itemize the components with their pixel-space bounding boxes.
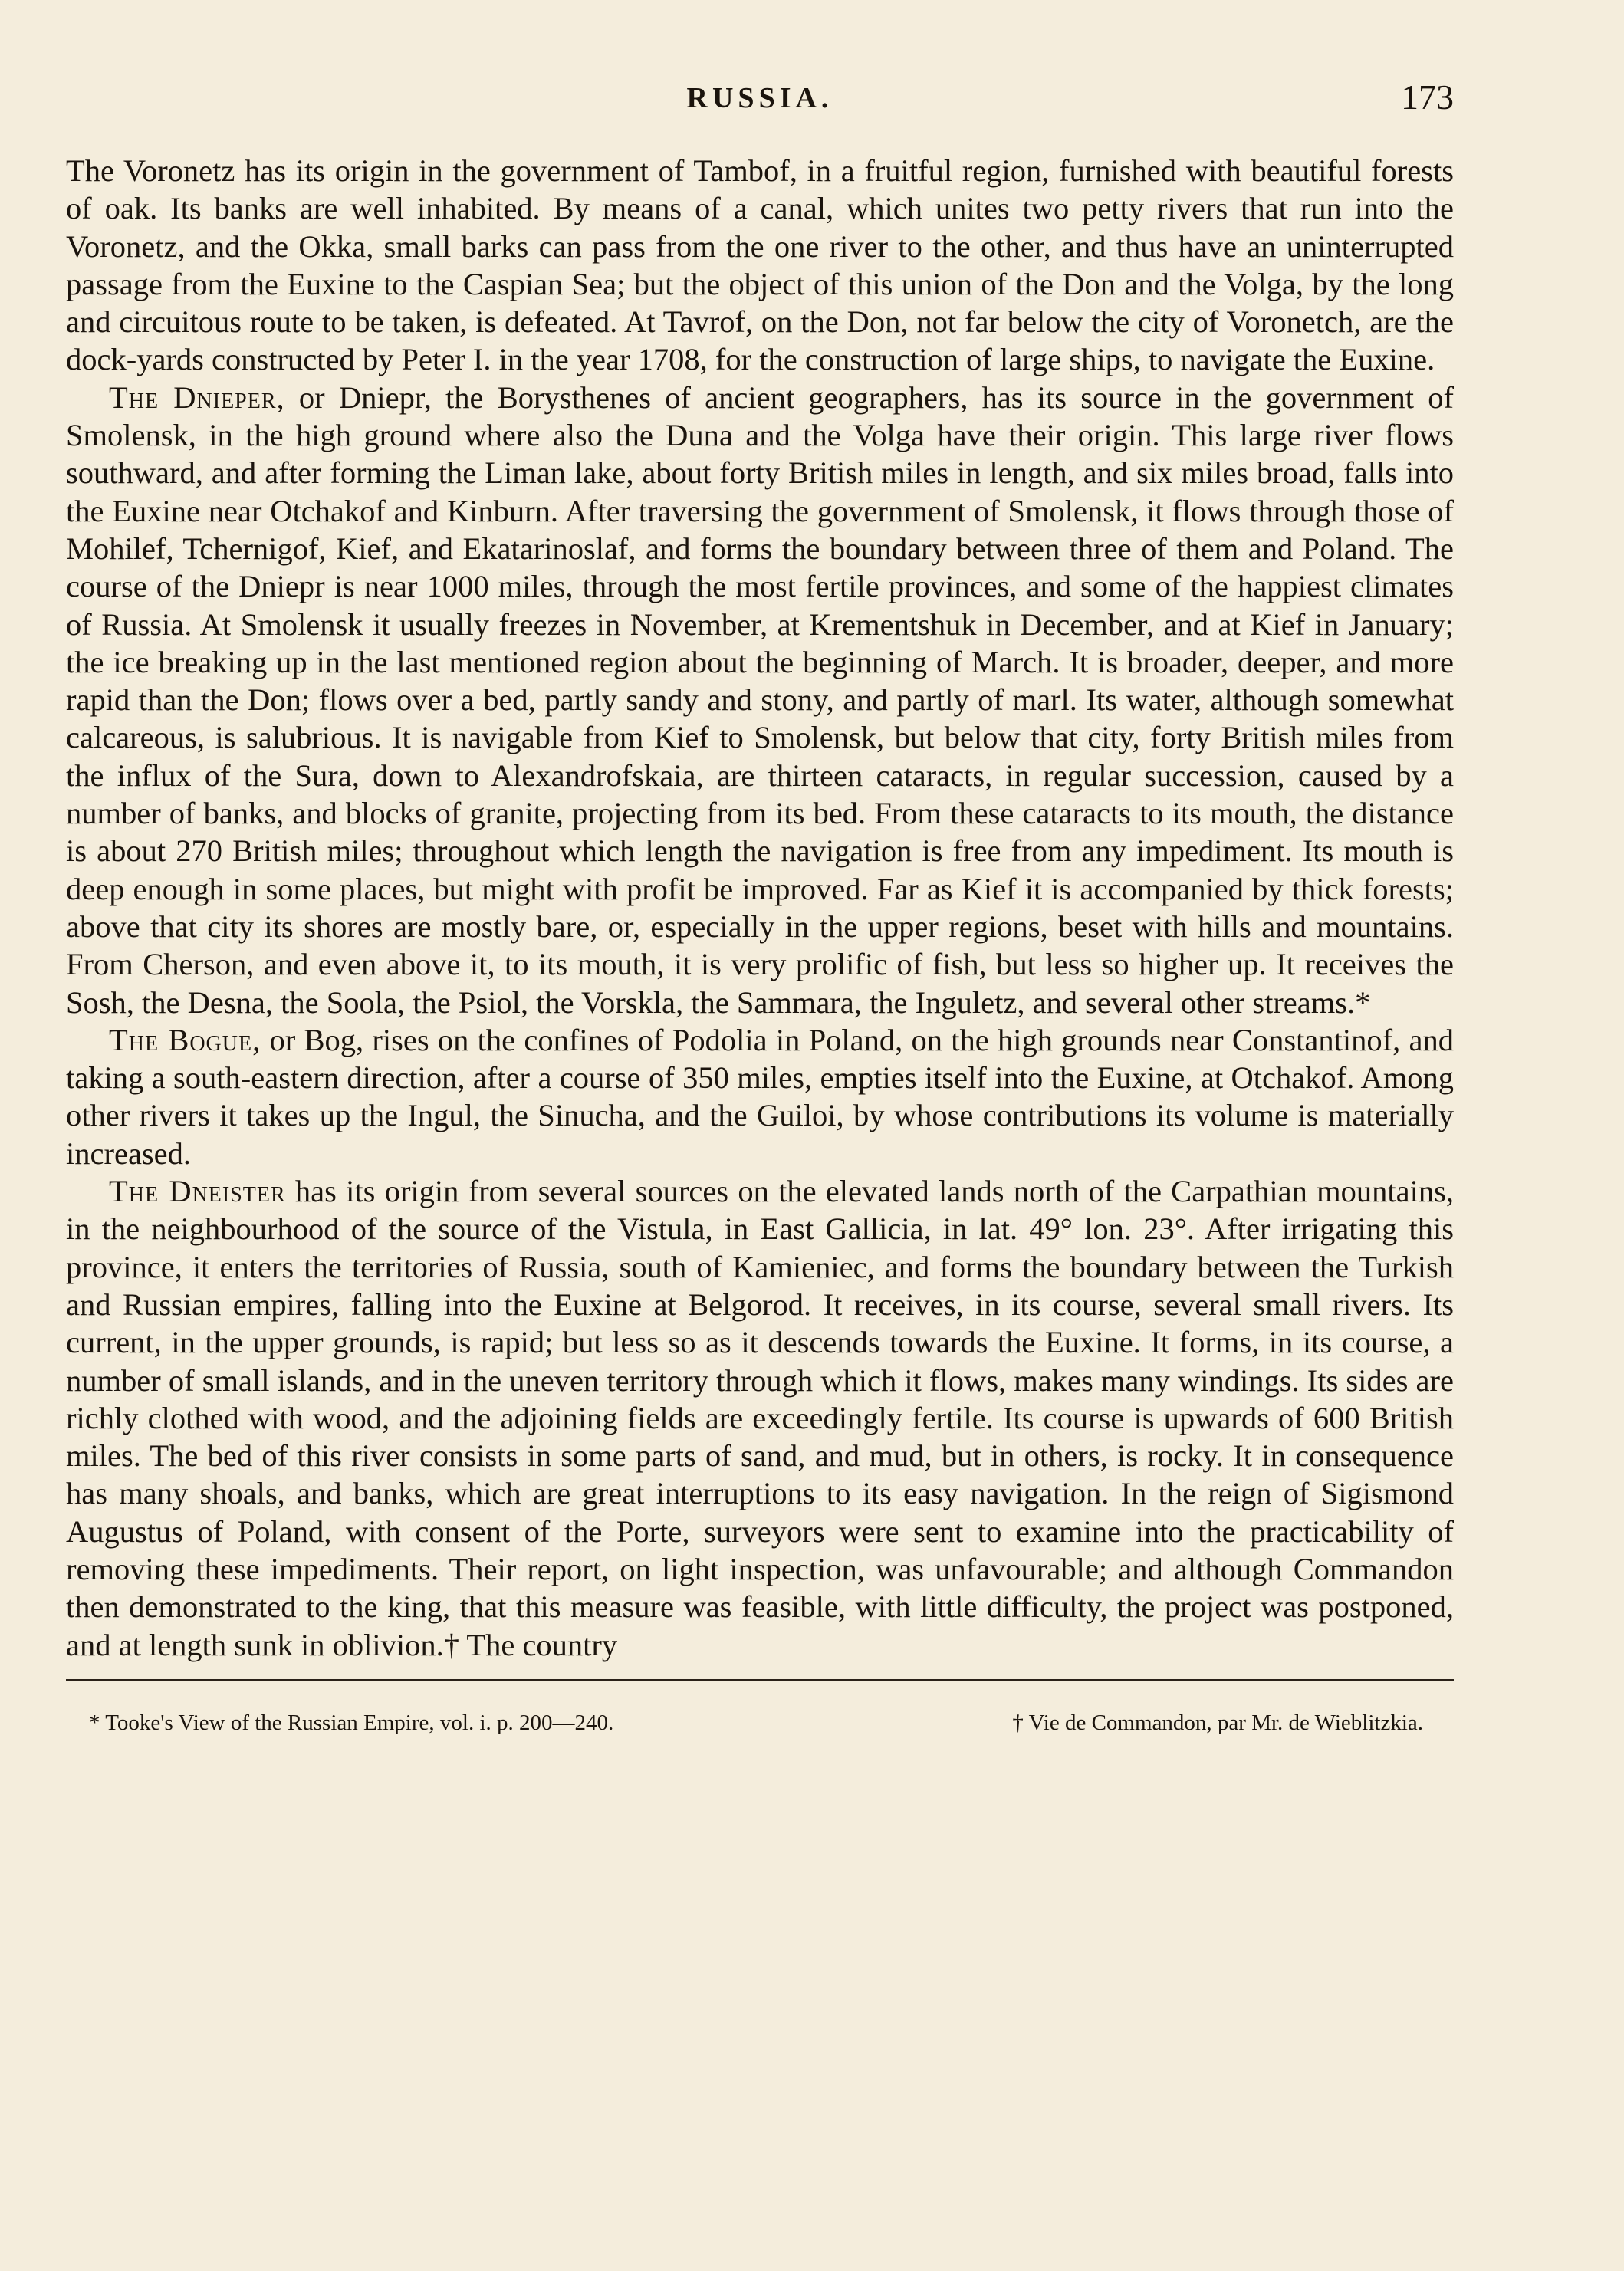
dnieper-text: or Dniepr, the Borysthenes of ancient geographers, has its source in the government of Smolensk, in the high ground where also the Duna and the Volga have their origin. This large river flows southward, and after forming the Liman lake, about forty British miles in length, and six miles broad, falls into the Euxine near Otchakof and Kinburn. After traversing the government of Smolensk, it flows through those of Mohilef, Tchernigof, Kief, and Ekatarinoslaf, and forms the boundary between three of them and Poland. The course of the Dniepr is near 1000 miles, through the most fertile provinces, and some of the happiest climates of Russia. At Smolensk it usually freezes in November, at Krementshuk in December, and at Kief in January; the ice breaking up in the last mentioned region about the beginning of March. It is broader, deeper, and more rapid than the Don; flows over a bed, partly sandy and stony, and partly of marl. Its water, although somewhat calcareous, is salubrious. It is navigable from Kief to Smolensk, but below that city, forty British miles from the influx of the Sura, down to Alexandrofskaia, are thirteen cataracts, in regular succession, caused by a number of banks, and blocks of granite, projecting from its bed. From these cataracts to its mouth, the distance is about 270 British miles; throughout which length the navigation is free from any impediment. Its mouth is deep enough in some places, but might with profit be improved. Far as Kief it is accompanied by thick forests; above that city its shores are mostly bare, or, especially in the upper regions, beset with hills and mountains. From Cherson, and even above it, to its mouth, it is very prolific of fish, but less so higher up. It receives the Sosh, the Desna, the Soola, the Psiol, the Vorskla, the Sammara, the Inguletz, and several other streams.* (66, 380, 1455, 1020)
running-title: RUSSIA. (686, 82, 833, 114)
page-number: 173 (1401, 77, 1454, 117)
dnieper-heading: The Dnieper, (109, 380, 285, 415)
paragraph-voronetz: The Voronetz has its origin in the government of Tambof, in a fruitful region, furnished with beautiful forests of oak. Its banks are well inhabited. By means of a canal, which unites two petty rivers that run into the Voronetz, and the Okka, small barks can pass from the one river to the other, and thus have an uninterrupted passage from the Euxine to the Caspian Sea; but the object of this union of the Don and the Volga, by the long and circuitous route to be taken, is defeated. At Tavrof, on the Don, not far below the city of Voronetch, are the dock-yards constructed by Peter I. in the year 1708, for the construction of large ships, to navigate the Euxine. (66, 153, 1454, 377)
page-header (66, 77, 1454, 123)
footnotes (66, 1711, 1454, 1736)
paragraph-dnieper (66, 379, 1454, 1021)
footnote-tooke: * Tooke's View of the Russian Empire, vol. i. p. 200—240. (89, 1710, 614, 1735)
book-page (66, 77, 1454, 1736)
paragraph-bogue (66, 1021, 1454, 1172)
bogue-text: or Bog, rises on the confines of Podolia in Poland, on the high grounds near Constantinof, and taking a south-eastern direction, after a course of 350 miles, empties itself into the Euxine, at Otchakof. Among other rivers it takes up the Ingul, the Sinucha, and the Guiloi, by whose contributions its volume is materially increased. (66, 1022, 1454, 1171)
footnote-rule (66, 1679, 1454, 1681)
body-text (66, 152, 1454, 1664)
dneister-text: has its origin from several sources on the elevated lands north of the Carpathian mountains, in the neighbourhood of the source of the Vistula, in East Gallicia, in lat. 49° lon. 23°. After irrigating this province, it enters the territories of Russia, south of Kamieniec, and forms the boundary between the Turkish and Russian empires, falling into the Euxine at Belgorod. It receives, in its course, several small rivers. Its current, in the upper grounds, is rapid; but less so as it descends towards the Euxine. It forms, in its course, a number of small islands, and in the uneven territory through which it flows, makes many windings. Its sides are richly clothed with wood, and the adjoining fields are exceedingly fertile. Its course is upwards of 600 British miles. The bed of this river consists in some parts of sand, and mud, but in others, is rocky. It in consequence has many shoals, and banks, which are great interruptions to its easy navigation. In the reign of Sigismond Augustus of Poland, with consent of the Porte, surveyors were sent to examine into the practicability of removing these impediments. Their report, on light inspection, was unfavourable; and although Commandon then demonstrated to the king, that this measure was feasible, with little difficulty, the project was postponed, and at length sunk in oblivion.† The country (66, 1174, 1454, 1662)
footnote-commandon: † Vie de Commandon, par Mr. de Wieblitzkia. (1012, 1710, 1423, 1735)
bogue-heading: The Bogue, (109, 1022, 261, 1057)
paragraph-dneister (66, 1172, 1454, 1664)
dneister-heading: The Dneister (109, 1174, 286, 1209)
